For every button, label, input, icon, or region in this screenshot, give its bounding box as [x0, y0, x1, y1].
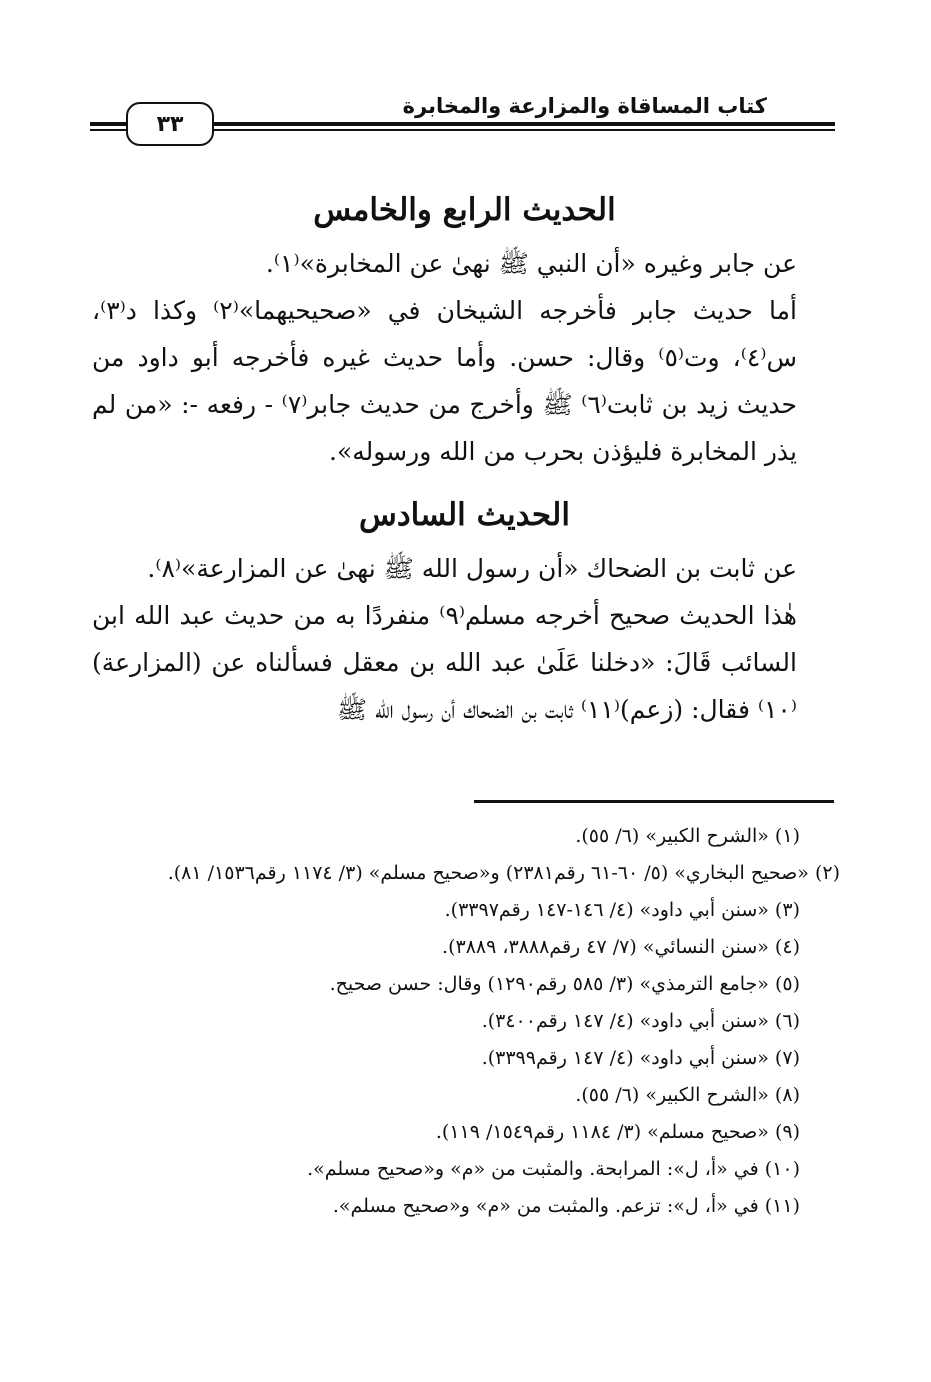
section-title: الحديث السادس: [358, 497, 570, 533]
footnote: (٧) «سنن أبي داود» (٤/ ١٤٧ رقم٣٣٩٩).: [481, 1047, 800, 1069]
page-header: [90, 90, 835, 150]
footnotes: [80, 818, 840, 1225]
footnote: (٩) «صحيح مسلم» (٣/ ١١٨٤ رقم١٥٤٩/ ١١٩).: [435, 1121, 800, 1143]
footnote: (١) «الشرح الكبير» (٦/ ٥٥).: [575, 825, 800, 847]
main-text: [92, 180, 837, 733]
commentary-paragraph: أما حديث جابر فأخرجه الشيخان في «صحيحيهما»⁽٢⁾ وكذا د⁽٣⁾، س⁽٤⁾، وت⁽٥⁾ وقال: حسن. وأما حديث غيره فأخرجه أبو داود من حديث زيد بن ثابت⁽٦⁾ ﷺ وأخرج من حديث جابر⁽٧⁾ - رفعه -: «من لم يذر المخابرة فليؤذن بحرب من الله ورسوله».: [92, 296, 797, 466]
footnote: (١١) في «أ، ل»: تزعم. والمثبت من «م» و«صحيح مسلم».: [332, 1195, 800, 1217]
footnote-separator: [474, 800, 834, 803]
footnote: (٦) «سنن أبي داود» (٤/ ١٤٧ رقم٣٤٠٠).: [481, 1010, 800, 1032]
hadith-text: عن ثابت بن الضحاك «أن رسول الله ﷺ نهىٰ عن المزارعة»⁽٨⁾.: [147, 554, 797, 583]
footnote: (٥) «جامع الترمذي» (٣/ ٥٨٥ رقم١٢٩٠) وقال: حسن صحيح.: [329, 973, 800, 995]
running-title: كتاب المساقاة والمزارعة والمخابرة: [395, 94, 775, 118]
footnote: (٤) «سنن النسائي» (٧/ ٤٧ رقم٣٨٨٨، ٣٨٨٩).: [442, 936, 800, 958]
section-title: الحديث الرابع والخامس: [313, 192, 616, 228]
hadith-text: عن جابر وغيره «أن النبي ﷺ نهىٰ عن المخابرة»⁽١⁾.: [265, 249, 797, 278]
footnote: (٢) «صحيح البخاري» (٥/ ٦٠-٦١ رقم٢٣٨١) و«صحيح مسلم» (٣/ ١١٧٤ رقم١٥٣٦/ ٨١).: [167, 862, 840, 884]
footnote: (٣) «سنن أبي داود» (٤/ ١٤٦-١٤٧ رقم٣٣٩٧).: [444, 899, 800, 921]
commentary-paragraph: هٰذا الحديث صحيح أخرجه مسلم⁽٩⁾ منفردًا به من حديث عبد الله ابن السائب قَالَ: «دخلنا عَلَىٰ عبد الله بن معقل فسألناه عن (المزارعة)⁽١٠⁾ فقال: (زعم)⁽١١⁾ ثابت بن الضحاك أن رسول الله ﷺ: [92, 601, 797, 724]
footnote: (١٠) في «أ، ل»: المرابحة. والمثبت من «م» و«صحيح مسلم».: [307, 1158, 800, 1180]
page-number: ٣٣: [126, 102, 214, 146]
footnote: (٨) «الشرح الكبير» (٦/ ٥٥).: [575, 1084, 800, 1106]
